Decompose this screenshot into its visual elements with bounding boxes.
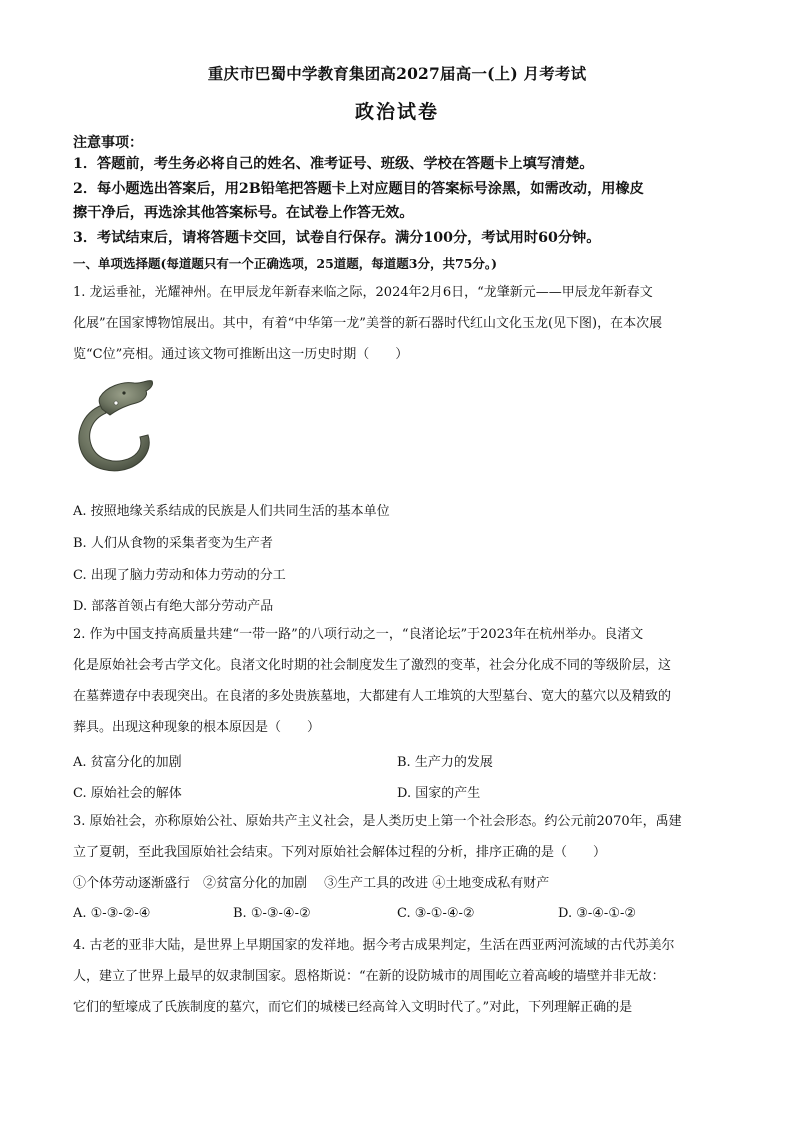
notice-heading: 注意事项：	[73, 135, 143, 151]
question-3-option-b: B. ①-③-④-②	[233, 906, 311, 921]
question-1-line-2: 化展”在国家博物馆展出。其中，有着“中华第一龙”美誉的新石器时代红山文化玉龙(见下图)，在本次展	[73, 316, 663, 331]
question-2-line-2: 化是原始社会考古学文化。良渚文化时期的社会制度发生了激烈的变革，社会分化成不同的等级阶层，这	[73, 658, 672, 673]
notice-item-2-line-2: 擦干净后，再选涂其他答案标号。在试卷上作答无效。	[73, 205, 414, 221]
question-3-line-3: ①个体劳动逐渐盛行 ②贫富分化的加剧 ③生产工具的改进 ④土地变成私有财产	[73, 876, 550, 891]
question-3-option-c: C. ③-①-④-②	[397, 906, 475, 921]
question-2-option-d: D. 国家的产生	[397, 786, 481, 801]
question-1-option-b: B. 人们从食物的采集者变为生产者	[73, 536, 273, 551]
notice-item-2-line-1: 2．每小题选出答案后，用2B铅笔把答题卡上对应题目的答案标号涂黑，如需改动，用橡皮	[73, 181, 644, 197]
question-4-line-3: 它们的堑壕成了氏族制度的墓穴，而它们的城楼已经高耸入文明时代了。”对此，下列理解正确的是	[73, 1000, 633, 1015]
question-1-option-c: C. 出现了脑力劳动和体力劳动的分工	[73, 568, 286, 583]
question-3-option-d: D. ③-④-①-②	[558, 906, 637, 921]
question-2-line-4: 葬具。出现这种现象的根本原因是（ ）	[73, 720, 321, 735]
question-2-option-a: A. 贫富分化的加剧	[73, 755, 182, 770]
exam-subtitle: 政治试卷	[354, 101, 439, 123]
question-1	[73, 277, 723, 370]
question-3	[73, 806, 723, 899]
question-1-option-d: D. 部落首领占有绝大部分劳动产品	[73, 599, 274, 614]
question-4-line-2: 人，建立了世界上最早的奴隶制国家。恩格斯说：“在新的设防城市的周围屹立着高峻的墙壁并非无故：	[73, 969, 665, 984]
notice-item-3: 3．考试结束后，请将答题卡交回，试卷自行保存。满分100分，考试用时60分钟。	[73, 230, 601, 246]
question-1-line-3: 览“C位”亮相。通过该文物可推断出这一历史时期（ ）	[73, 347, 409, 362]
question-3-line-1: 3. 原始社会，亦称原始公社、原始共产主义社会，是人类历史上第一个社会形态。约公元前2070年，禹建	[73, 814, 682, 829]
question-4-line-1: 4. 古老的亚非大陆，是世界上早期国家的发祥地。据今考古成果判定，生活在西亚两河流域的古代苏美尔	[73, 938, 675, 953]
exam-title: 重庆市巴蜀中学教育集团高2027届高一(上) 月考考试	[207, 64, 587, 83]
question-2-line-1: 2. 作为中国支持高质量共建“一带一路”的八项行动之一，“良渚论坛”于2023年在杭州举办。良渚文	[73, 627, 644, 642]
question-3-line-2: 立了夏朝，至此我国原始社会结束。下列对原始社会解体过程的分析，排序正确的是（ ）	[73, 845, 607, 860]
question-4	[73, 930, 723, 1023]
question-2-option-c: C. 原始社会的解体	[73, 786, 182, 801]
question-1-line-1: 1. 龙运垂祉，光耀神州。在甲辰龙年新春来临之际，2024年2月6日，“龙肇新元——甲辰龙年新春文	[73, 285, 653, 300]
question-1-option-a: A. 按照地缘关系结成的民族是人们共同生活的基本单位	[73, 504, 390, 519]
question-3-option-a: A. ①-③-②-④	[73, 906, 151, 921]
notice-item-1: 1．答题前，考生务必将自己的姓名、准考证号、班级、学校在答题卡上填写清楚。	[73, 156, 594, 172]
section-heading: 一、单项选择题(每道题只有一个正确选项，25道题，每道题3分，共75分。)	[73, 256, 498, 271]
question-2-option-b: B. 生产力的发展	[397, 755, 493, 770]
jade-dragon-image	[72, 375, 157, 475]
question-2	[73, 619, 723, 743]
question-2-line-3: 在墓葬遗存中表现突出。在良渚的多处贵族墓地，大都建有人工堆筑的大型墓台、宽大的墓穴以及精致的	[73, 689, 672, 704]
